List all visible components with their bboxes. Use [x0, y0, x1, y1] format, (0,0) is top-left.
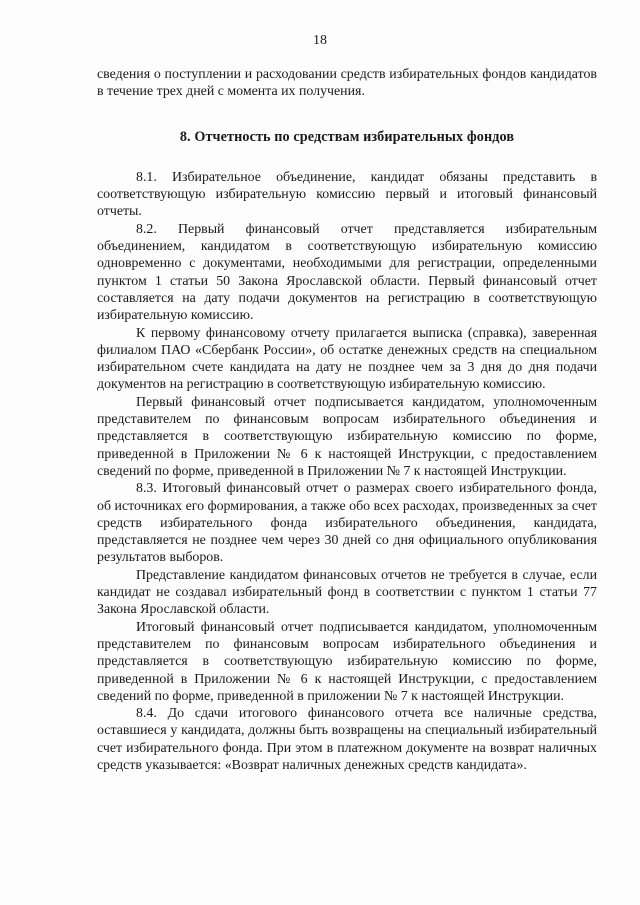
paragraph-report-not-required: Представление кандидатом финансовых отчетов не требуется в случае, если кандидат не создавал избирательный фонд в соответствии с пунктом 1 статьи 77 Закона Ярославской области.: [97, 567, 597, 618]
document-body: [97, 66, 597, 774]
paragraph-first-report-signing: Первый финансовый отчет подписывается кандидатом, уполномоченным представителем по финансовым вопросам избирательного объединения и представляется в соответствующую избирательную комиссию по форме, приведенной в Приложении № 6 к настоящей Инструкции, с предоставлением сведений по форме, приведенной в Приложении № 7 к настоящей Инструкции.: [97, 394, 597, 479]
paragraph-8-3: 8.3. Итоговый финансовый отчет о размерах своего избирательного фонда, об источниках его формирования, а также обо всех расходах, произведенных за счет средств избирательного фонда избирательного объединения, кандидата, представляется не позднее чем через 30 дней со дня официального опубликования результатов выборов.: [97, 481, 597, 566]
section-heading: 8. Отчетность по средствам избирательных фондов: [179, 128, 515, 145]
paragraph-bank-statement: К первому финансовому отчету прилагается выписка (справка), заверенная филиалом ПАО «Сбербанк России», об остатке денежных средств на специальном избирательном счете кандидата на дату не позднее чем за 3 дня до дня подачи документов на регистрацию в соответствующую избирательную комиссию.: [97, 325, 597, 393]
paragraph-8-2: 8.2. Первый финансовый отчет представляется избирательным объединением, кандидатом в соответствующую избирательную комиссию одновременно с документами, необходимыми для регистрации, определенными пунктом 1 статьи 50 Закона Ярославской области. Первый финансовый отчет составляется на дату подачи документов на регистрацию в соответствующую избирательную комиссию.: [97, 221, 597, 324]
paragraph-final-report-signing: Итоговый финансовый отчет подписывается кандидатом, уполномоченным представителем по финансовым вопросам избирательного объединения и представляется в соответствующую избирательную комиссию по форме, приведенной в Приложении № 6 к настоящей Инструкции, с предоставлением сведений по форме, приведенной в приложении № 7 к настоящей Инструкции.: [97, 619, 597, 704]
lead-paragraph: сведения о поступлении и расходовании средств избирательных фондов кандидатов в течение трех дней с момента их получения.: [97, 67, 597, 100]
paragraph-8-1: 8.1. Избирательное объединение, кандидат обязаны представить в соответствующую избирательную комиссию первый и итоговый финансовый отчеты.: [97, 169, 597, 220]
paragraph-8-4: 8.4. До сдачи итогового финансового отчета все наличные средства, оставшиеся у кандидата, должны быть возвращены на специальный избирательный счет избирательного фонда. При этом в платежном документе на возврат наличных средств указывается: «Возврат наличных денежных средств кандидата».: [97, 706, 597, 773]
page-number: 18: [313, 33, 327, 48]
